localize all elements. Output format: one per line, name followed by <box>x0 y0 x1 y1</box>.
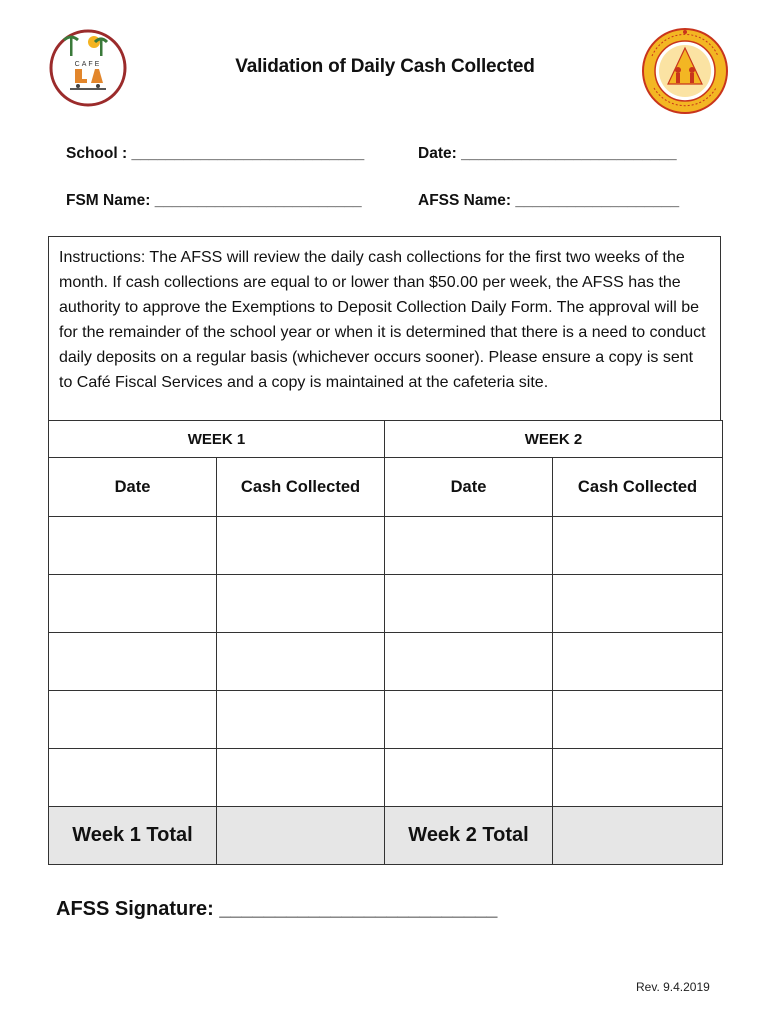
week-1-date-cell[interactable] <box>49 691 217 749</box>
week-1-cash-cell[interactable] <box>217 633 385 691</box>
week-1-cash-cell[interactable] <box>217 575 385 633</box>
afss-signature-field[interactable]: AFSS Signature: _________________________ <box>56 898 498 920</box>
week-1-total-cell[interactable] <box>217 807 385 865</box>
date-field[interactable]: Date: _________________________ <box>418 145 677 162</box>
week-2-cash-cell[interactable] <box>553 633 723 691</box>
svg-text:CAFE: CAFE <box>74 61 102 68</box>
week-2-cash-cell[interactable] <box>553 517 723 575</box>
afss-name-field[interactable]: AFSS Name: ___________________ <box>418 192 680 209</box>
week-2-cash-cell[interactable] <box>553 749 723 807</box>
week-1-date-cell[interactable] <box>49 749 217 807</box>
week-2-date-cell[interactable] <box>385 575 553 633</box>
week-1-cash-cell[interactable] <box>217 691 385 749</box>
week-1-cash-cell[interactable] <box>217 517 385 575</box>
instructions-box: Instructions: The AFSS will review the daily cash collections for the first two weeks of the month. If cash collections are equal to or lower than $50.00 per week, the AFSS has the authority to approve the Exemptions to Deposit Collection Daily Form. The approval will be for the remainder of the school year or when it is determined that there is a need to conduct daily deposits on a regular basis (whichever occurs sooner). Please ensure a copy is sent to Café Fiscal Services and a copy is maintained at the cafeteria site. <box>48 236 721 420</box>
week-1-date-header: Date <box>49 458 217 517</box>
week-2-cash-cell[interactable] <box>553 691 723 749</box>
school-field[interactable]: School : ___________________________ <box>66 145 365 162</box>
week-2-cash-cell[interactable] <box>553 575 723 633</box>
fsm-name-field[interactable]: FSM Name: ________________________ <box>66 192 362 209</box>
week-2-date-header: Date <box>385 458 553 517</box>
table-row <box>49 633 723 691</box>
week-2-total-cell[interactable] <box>553 807 723 865</box>
week-1-cash-header: Cash Collected <box>217 458 385 517</box>
page-title: Validation of Daily Cash Collected <box>235 56 535 77</box>
week-2-date-cell[interactable] <box>385 749 553 807</box>
week-2-date-cell[interactable] <box>385 517 553 575</box>
week-1-header: WEEK 1 <box>49 421 385 458</box>
table-row <box>49 749 723 807</box>
week-2-date-cell[interactable] <box>385 691 553 749</box>
week-1-date-cell[interactable] <box>49 517 217 575</box>
cash-collection-table <box>48 420 723 865</box>
table-row <box>49 575 723 633</box>
week-1-date-cell[interactable] <box>49 575 217 633</box>
revision-label: Rev. 9.4.2019 <box>636 980 710 994</box>
week-1-date-cell[interactable] <box>49 633 217 691</box>
week-2-header: WEEK 2 <box>385 421 723 458</box>
table-row <box>49 517 723 575</box>
week-2-cash-header: Cash Collected <box>553 458 723 517</box>
table-row <box>49 691 723 749</box>
week-2-date-cell[interactable] <box>385 633 553 691</box>
week-1-total-label: Week 1 Total <box>49 807 217 865</box>
week-1-cash-cell[interactable] <box>217 749 385 807</box>
week-2-total-label: Week 2 Total <box>385 807 553 865</box>
